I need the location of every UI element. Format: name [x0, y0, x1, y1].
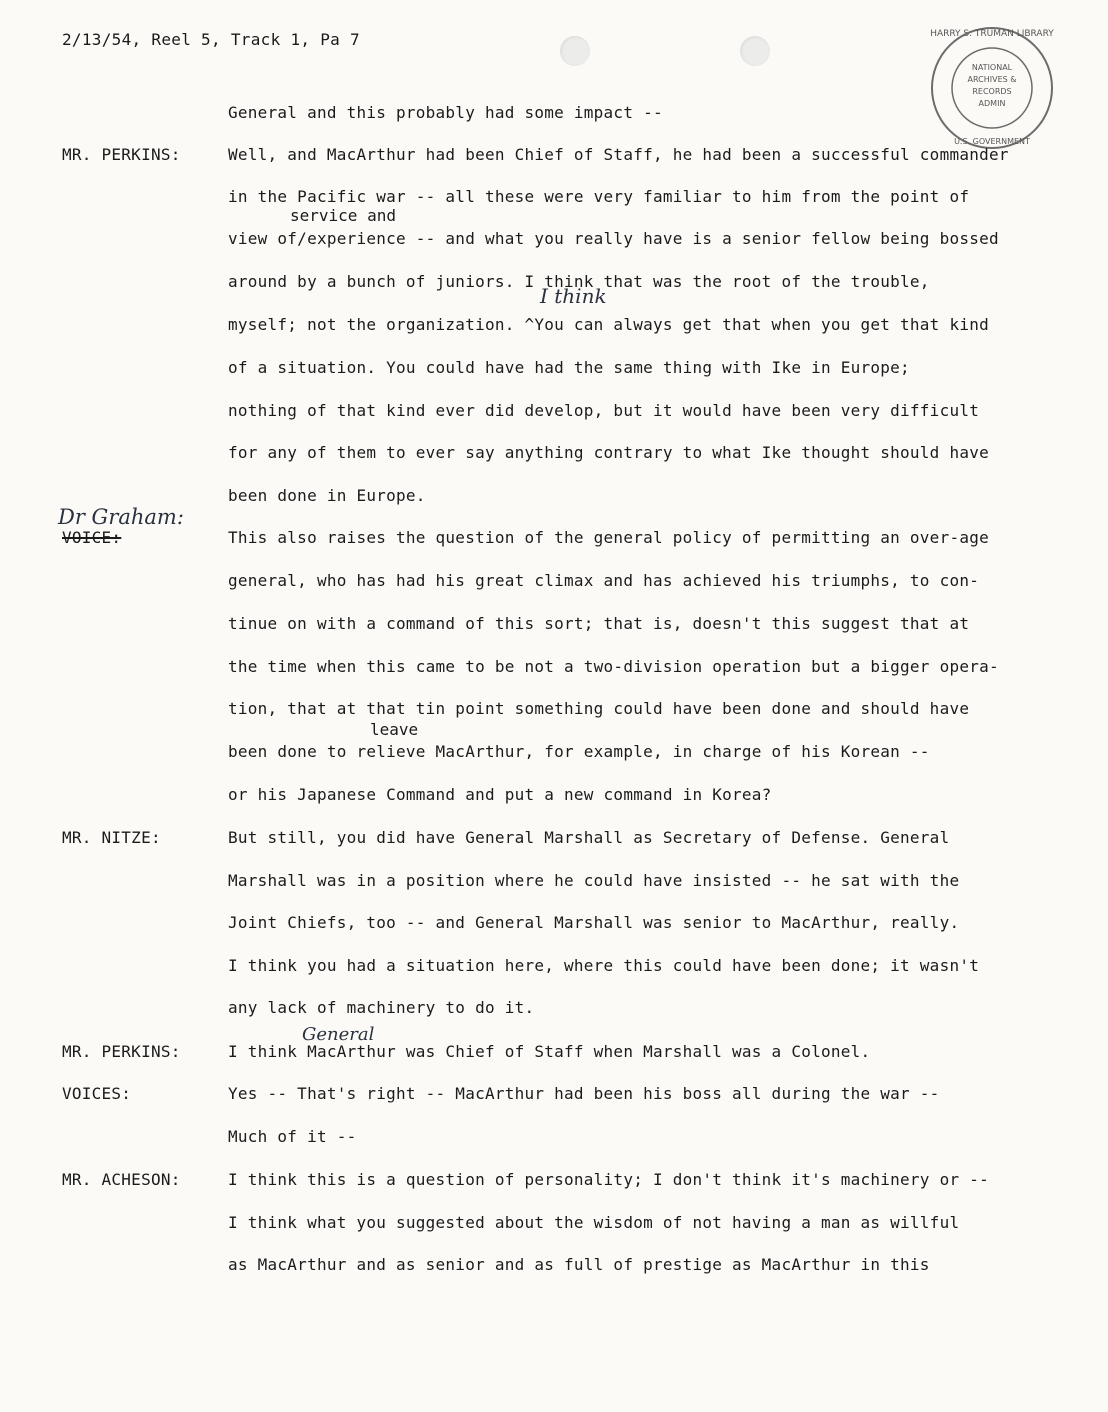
speaker-label: MR. PERKINS: — [62, 145, 181, 164]
speaker-label: MR. NITZE: — [62, 828, 161, 847]
handwritten-speaker-name: Dr Graham: — [58, 505, 184, 529]
text-line: General and this probably had some impact -- — [228, 103, 663, 122]
text-line: around by a bunch of juniors. I think that was the root of the trouble, — [228, 272, 930, 291]
text-line: for any of them to ever say anything contrary to what Ike thought should have — [228, 443, 989, 462]
struck-speaker-label: VOICE: — [62, 528, 122, 547]
text-line: or his Japanese Command and put a new command in Korea? — [228, 785, 772, 804]
svg-text:RECORDS: RECORDS — [972, 87, 1012, 96]
text-line: tion, that at that tin point something could have been done and should have — [228, 699, 970, 718]
speaker-label: MR. PERKINS: — [62, 1042, 181, 1061]
svg-text:HARRY S. TRUMAN LIBRARY: HARRY S. TRUMAN LIBRARY — [930, 29, 1054, 39]
text-line: view of/experience -- and what you really have is a senior fellow being bossed — [228, 229, 999, 248]
speaker-label: VOICES: — [62, 1084, 132, 1103]
handwritten-insertion: General — [302, 1024, 375, 1045]
text-line: This also raises the question of the general policy of permitting an over-age — [228, 528, 989, 547]
text-line: Yes -- That's right -- MacArthur had been his boss all during the war -- — [228, 1084, 940, 1103]
svg-text:ARCHIVES &: ARCHIVES & — [967, 75, 1017, 84]
text-line: But still, you did have General Marshall as Secretary of Defense. General — [228, 828, 950, 847]
page-header: 2/13/54, Reel 5, Track 1, Pa 7 — [62, 30, 360, 49]
punch-hole-left — [560, 36, 590, 66]
text-line: I think this is a question of personality; I don't think it's machinery or -- — [228, 1170, 989, 1189]
svg-text:NATIONAL: NATIONAL — [971, 63, 1013, 72]
text-line: been done in Europe. — [228, 486, 426, 505]
svg-text:U.S. GOVERNMENT: U.S. GOVERNMENT — [954, 137, 1030, 146]
text-line: I think what you suggested about the wisdom of not having a man as willful — [228, 1213, 960, 1232]
typed-insertion: service and — [290, 206, 396, 225]
text-line: nothing of that kind ever did develop, but it would have been very difficult — [228, 401, 980, 420]
text-line: general, who has had his great climax and has achieved his triumphs, to con- — [228, 571, 980, 590]
text-line: Joint Chiefs, too -- and General Marshall was senior to MacArthur, really. — [228, 913, 960, 932]
text-line: been done to relieve MacArthur, for example, in charge of his Korean -- — [228, 742, 930, 761]
text-line: any lack of machinery to do it. — [228, 998, 535, 1017]
text-line: Well, and MacArthur had been Chief of Staff, he had been a successful commander — [228, 145, 1009, 164]
typed-insertion: leave — [370, 720, 419, 739]
handwritten-insertion: I think — [540, 284, 607, 308]
text-line: as MacArthur and as senior and as full of prestige as MacArthur in this — [228, 1255, 930, 1274]
text-line: in the Pacific war -- all these were very familiar to him from the point of — [228, 187, 970, 206]
text-line: Marshall was in a position where he could have insisted -- he sat with the — [228, 871, 960, 890]
speaker-label: MR. ACHESON: — [62, 1170, 181, 1189]
archive-stamp — [912, 22, 1062, 152]
text-line: Much of it -- — [228, 1127, 357, 1146]
text-line: myself; not the organization. ^You can always get that when you get that kind — [228, 315, 989, 334]
svg-text:ADMIN: ADMIN — [978, 99, 1006, 108]
text-line: of a situation. You could have had the same thing with Ike in Europe; — [228, 358, 910, 377]
text-line: I think you had a situation here, where this could have been done; it wasn't — [228, 956, 980, 975]
text-line: tinue on with a command of this sort; that is, doesn't this suggest that at — [228, 614, 970, 633]
text-line: I think MacArthur was Chief of Staff when Marshall was a Colonel. — [228, 1042, 871, 1061]
punch-hole-right — [740, 36, 770, 66]
text-line: the time when this came to be not a two-division operation but a bigger opera- — [228, 657, 999, 676]
